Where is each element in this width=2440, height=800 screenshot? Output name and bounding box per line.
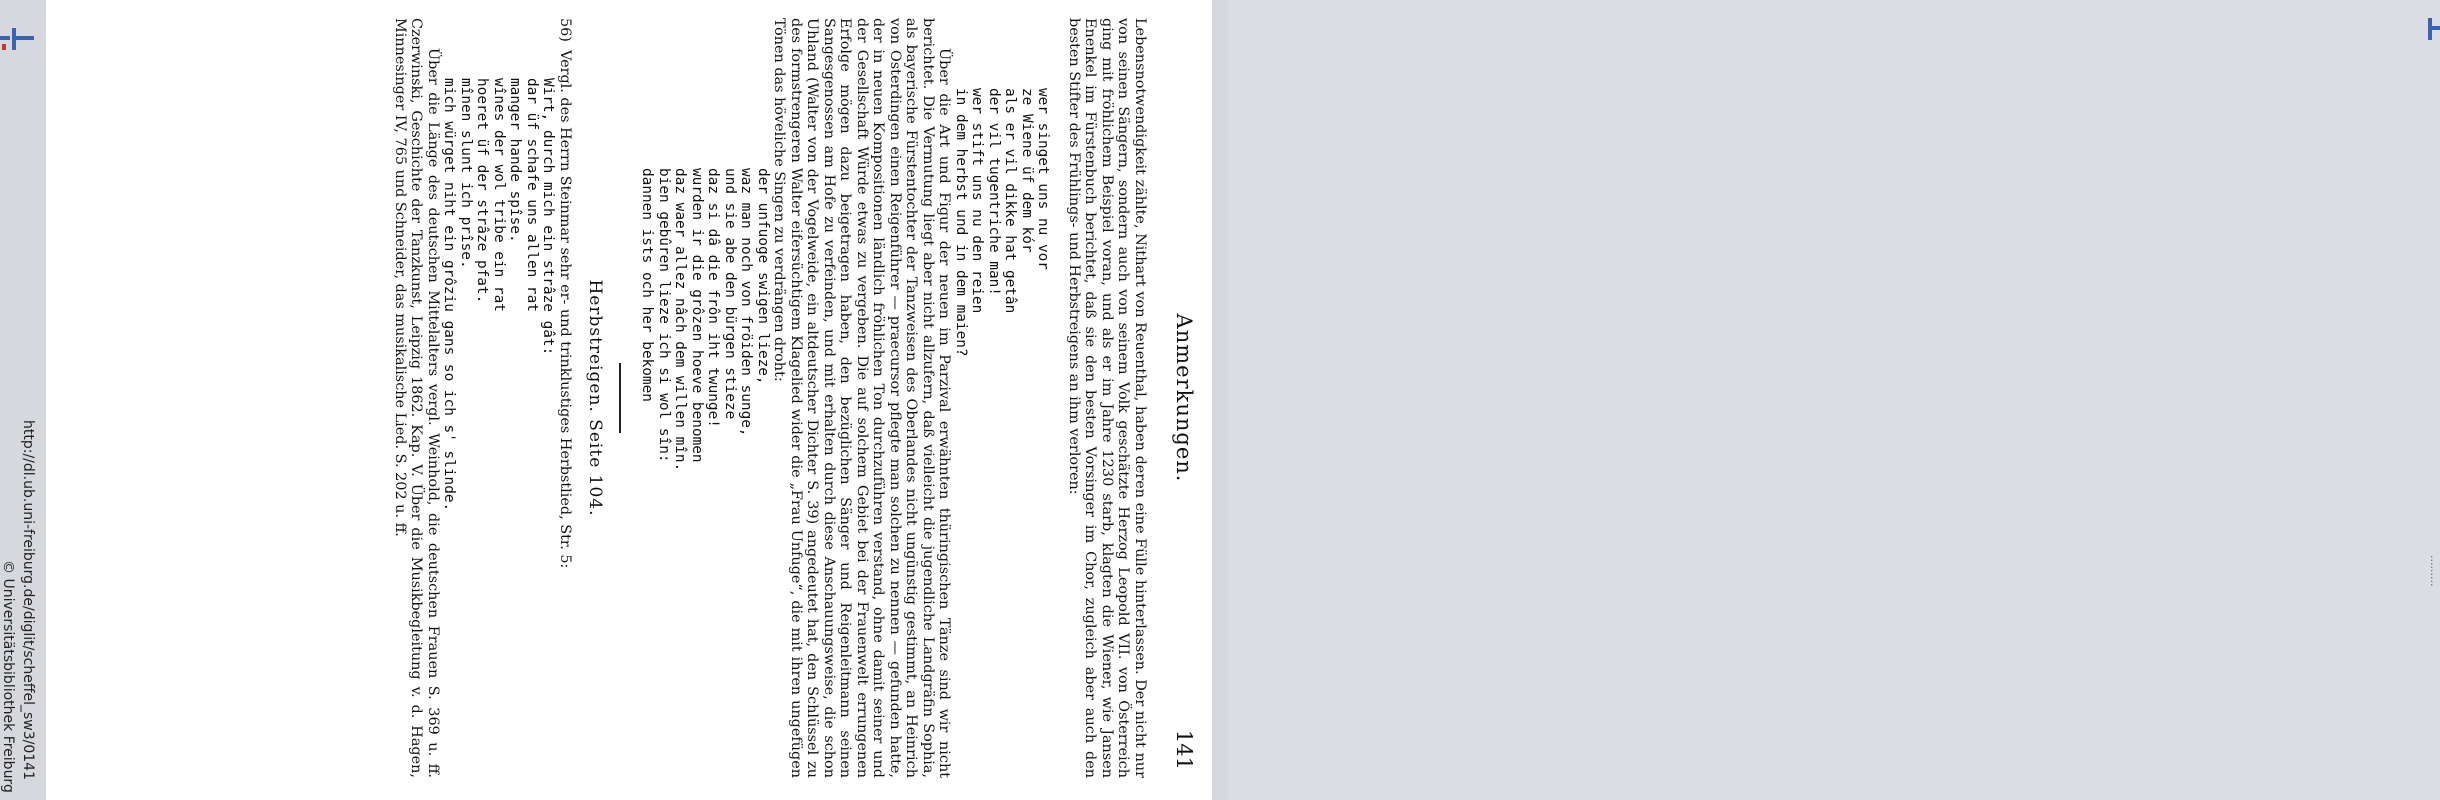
verse-line: wer singet uns nu vor <box>1035 88 1052 270</box>
verse-line: in dem herbst und in dem maien? <box>953 88 969 357</box>
verse-line: daz si dâ die frôn iht twunge! <box>705 168 722 428</box>
section-divider <box>619 363 621 433</box>
verse-line: dannen ists och her bekomen <box>639 168 656 402</box>
scanned-page <box>46 0 1212 800</box>
verse-line: als er vil dikke hat getân <box>1002 88 1019 314</box>
footnote-continuation: Über die Länge des deutschen Mittelalters vergl. Weinhold, die deutschen Frauen S. 369 u. ff. Czerwinski, Geschichte der Tanzkunst, Leipzig 1862. Kap. V. Über die Musikbegleitung v. d. Hagen, Minnesinger IV, 765 und Schneider, das musikalische Lied. S. 202 u. ff. <box>392 18 441 778</box>
verse-line: dar üf schafe uns allen rat <box>524 78 540 312</box>
right-side-caption: ········· <box>2425 555 2438 587</box>
page-header <box>1170 18 1196 778</box>
page-content <box>376 18 1196 778</box>
verse-line: manger hande spîse. <box>507 78 524 243</box>
verse-line: ze Wiene üf dem kór <box>1019 88 1035 253</box>
verse-line: wurden ir die grôzen hoeve benomen <box>689 168 705 463</box>
logo-icon-small <box>2424 16 2440 46</box>
verse-block-1 <box>953 88 1052 778</box>
footnote-number: 56) <box>557 18 573 42</box>
page-number: 141 <box>1172 729 1196 770</box>
verse-line: Wirt, durch mich ein strâze gât: <box>540 78 557 356</box>
verse-line: hoeret üf der strâze pfat. <box>474 78 491 304</box>
verse-line: mînen slunt ich prîse. <box>458 78 474 269</box>
verse-line: bien gebûren lieze ich si wol sîn: <box>656 168 672 463</box>
source-url[interactable]: http://dl.ub.uni-freiburg.de/diglit/scheffel_sw3/0141 <box>20 420 36 780</box>
body-paragraph: Über die Art und Figur der neuen im Parzival erwähnten thüringischen Tänze sind wir nicht berichtet. Die Vermutung liegt aber nicht allzufern, daß vielleicht die jugendliche Landgräfin Sophia, als bayerische Fürstentochter der Tanzweisen des Oberlandes nicht ungünstig gestimmt, an Heinrich von Osterdingen einen Reigenführer — praecursor pflegte man solchen zu nennen — gefunden hatte, der in neuen Kompositionen ländlich fröhlichen Ton durchzuführen verstand, ohne damit seiner und der Gesellschaft Würde etwas zu vergeben. Die auf solchem Gebiet bei der Frauenwelt errungenen Erfolge mögen dazu beigetragen haben, den bezüglichen Sänger und Reigenleitmann seinen Sangesgenossen am Hofe zu verfeinden, und mit erhalten durch diese Anschauungsweise, die schon Uhland (Walter von der Vogelweide, ein altdeutscher Dichter S. 39) angedeutet hat, den Schlüssel zu des formstrengeren Walter eifersüchtigem Klagelied wider die „Frau Unfuge“, die mit ihren ungefügen Tönen das höveliche Singen zu verdrängen droht: <box>771 18 953 778</box>
verse-line: wînes der wol tribe ein rat <box>491 78 507 312</box>
copyright-note: © Universitätsbibliothek Freiburg <box>0 560 16 793</box>
verse-line: daz waer allez nâch dem willen mîn. <box>672 168 689 472</box>
verse-line: und sie abe den bürgen stieze <box>722 168 738 420</box>
verse-line: der unfuoge swigen lieze, <box>755 168 771 385</box>
verse-line: mich würget niht ein grôziu gans so ich s' slinde. <box>441 78 458 512</box>
logo-icon <box>0 22 46 62</box>
verse-block-2 <box>639 168 771 778</box>
verse-line: wer stift uns nu den reien <box>969 88 986 314</box>
page-heading: Anmerkungen. <box>1172 313 1196 483</box>
footnote-text: Vergl. des Herrn Steinmar sehr er- und trinklustiges Herbstlied, Str. 5: <box>557 50 573 569</box>
footnote <box>557 18 574 778</box>
left-sidebar <box>0 0 46 800</box>
verse-line: waz man noch von fröiden sunge, <box>738 168 755 437</box>
right-sidebar <box>1212 0 2438 800</box>
intro-paragraph: Lebensnotwendigkeit zählte, Nithart von Reuenthal, haben deren eine Fülle hinterlassen. Der nicht nur von seinen Sängern, sondern auch von seinem Volk geschätzte Herzog Leopold VII. von Österreich ging mit fröhlichem Beispiel voran, und als er im Jahre 1230 starb, klagten die Wiener, wie Jansen Enenkel im Fürstenbuch berichtet, daß sie den besten Vorsinger im Chor, zugleich aber auch den besten Stifter des Frühlings- und Herbstreigens an ihm verloren: <box>1066 18 1148 778</box>
verse-line: der vil tugentriche man! <box>986 88 1002 296</box>
verse-block-3 <box>441 78 557 778</box>
section-title: Herbstreigen. Seite 104. <box>585 279 605 517</box>
